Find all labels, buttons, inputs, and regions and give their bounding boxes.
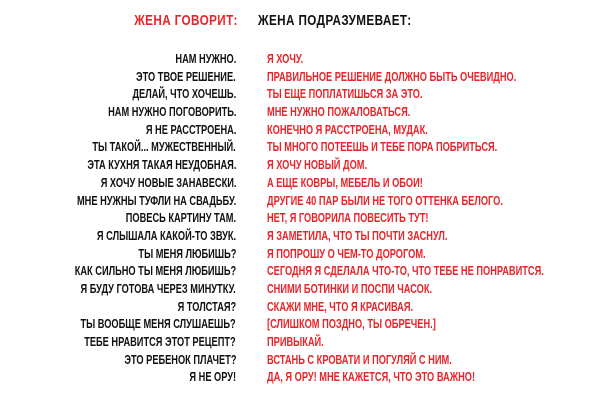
wife-says-text: Я ХОЧУ НОВЫЕ ЗАНАВЕСКИ. bbox=[100, 175, 236, 190]
wife-means-text: СНИМИ БОТИНКИ И ПОСПИ ЧАСОК. bbox=[267, 281, 433, 296]
phrase-row bbox=[0, 139, 604, 157]
wife-says-text: КАК СИЛЬНО ТЫ МЕНЯ ЛЮБИШЬ? bbox=[74, 264, 236, 279]
phrase-row bbox=[0, 210, 604, 228]
wife-means-text: ПРИВЫКАЙ. bbox=[267, 335, 324, 349]
wife-says-text: ТЫ МЕНЯ ЛЮБИШЬ? bbox=[138, 246, 236, 261]
wife-says-text: МНЕ НУЖНЫ ТУФЛИ НА СВАДЬБУ. bbox=[76, 193, 236, 208]
phrase-row bbox=[0, 104, 604, 122]
phrase-row bbox=[0, 175, 604, 193]
wife-means-header: ЖЕНА ПОДРАЗУМЕВАЕТ: bbox=[258, 12, 412, 29]
phrase-row bbox=[0, 246, 604, 264]
wife-means-text: Я ЗАМЕТИЛА, ЧТО ТЫ ПОЧТИ ЗАСНУЛ. bbox=[267, 228, 448, 243]
wife-says-text: Я НЕ РАССТРОЕНА. bbox=[145, 122, 236, 137]
wife-says-text: Я БУДУ ГОТОВА ЧЕРЕЗ МИНУТКУ. bbox=[80, 281, 236, 296]
phrase-row bbox=[0, 157, 604, 175]
wife-means-text: ВСТАНЬ С КРОВАТИ И ПОГУЛЯЙ С НИМ. bbox=[267, 352, 452, 367]
wife-means-text: [СЛИШКОМ ПОЗДНО, ТЫ ОБРЕЧЕН.] bbox=[267, 317, 436, 332]
phrase-row bbox=[0, 334, 604, 352]
wife-means-text: ДРУГИЕ 40 ПАР БЫЛИ НЕ ТОГО ОТТЕНКА БЕЛОГО. bbox=[267, 193, 503, 208]
phrase-row bbox=[0, 228, 604, 246]
wife-means-text: ДА, Я ОРУ! МНЕ КАЖЕТСЯ, ЧТО ЭТО ВАЖНО! bbox=[267, 370, 476, 385]
wife-means-text: НЕТ, Я ГОВОРИЛА ПОВЕСИТЬ ТУТ! bbox=[267, 211, 429, 226]
phrase-row bbox=[0, 69, 604, 87]
wife-means-text: ПРАВИЛЬНОЕ РЕШЕНИЕ ДОЛЖНО БЫТЬ ОЧЕВИДНО. bbox=[267, 69, 517, 84]
wife-says-text: ТЫ ВООБЩЕ МЕНЯ СЛУШАЕШЬ? bbox=[80, 317, 236, 332]
wife-means-text: ТЫ МНОГО ПОТЕЕШЬ И ТЕБЕ ПОРА ПОБРИТЬСЯ. bbox=[267, 140, 498, 155]
phrase-row bbox=[0, 51, 604, 69]
wife-means-text: Я ПОПРОШУ О ЧЕМ-ТО ДОРОГОМ. bbox=[267, 246, 426, 261]
wife-means-text: СЕГОДНЯ Я СДЕЛАЛА ЧТО-ТО, ЧТО ТЕБЕ НЕ ПОНРАВИТСЯ. bbox=[267, 264, 544, 279]
wife-means-text: Я ХОЧУ НОВЫЙ ДОМ. bbox=[267, 158, 368, 173]
wife-says-header: ЖЕНА ГОВОРИТ: bbox=[134, 12, 238, 29]
phrase-row bbox=[0, 263, 604, 281]
wife-says-text: Я ТОЛСТАЯ? bbox=[177, 299, 236, 314]
wife-means-text: СКАЖИ МНЕ, ЧТО Я КРАСИВАЯ. bbox=[267, 299, 414, 314]
wife-means-text: КОНЕЧНО Я РАССТРОЕНА, МУДАК. bbox=[267, 122, 428, 137]
wife-says-text: Я СЛЫШАЛА КАКОЙ-ТО ЗВУК. bbox=[96, 228, 236, 243]
phrase-row bbox=[0, 281, 604, 299]
wife-says-text: ПОВЕСЬ КАРТИНУ ТАМ. bbox=[125, 211, 236, 226]
wife-says-text: НАМ НУЖНО ПОГОВОРИТЬ. bbox=[107, 105, 236, 120]
column-headers bbox=[0, 12, 604, 34]
phrase-list bbox=[0, 51, 604, 387]
phrase-row bbox=[0, 316, 604, 334]
wife-says-text: ТЫ ТАКОЙ... МУЖЕСТВЕННЫЙ. bbox=[92, 140, 236, 155]
wife-means-text: МНЕ НУЖНО ПОЖАЛОВАТЬСЯ. bbox=[267, 105, 411, 120]
wife-says-text: ДЕЛАЙ, ЧТО ХОЧЕШЬ. bbox=[132, 87, 236, 102]
wife-says-text: ЭТО ТВОЕ РЕШЕНИЕ. bbox=[136, 69, 236, 84]
phrase-row bbox=[0, 369, 604, 387]
wife-means-text: А ЕЩЕ КОВРЫ, МЕБЕЛЬ И ОБОИ! bbox=[267, 175, 423, 190]
wife-says-text: НАМ НУЖНО. bbox=[175, 52, 236, 66]
phrase-row bbox=[0, 299, 604, 317]
wife-says-text: ЭТО РЕБЕНОК ПЛАЧЕТ? bbox=[123, 352, 236, 367]
wife-says-text: Я НЕ ОРУ! bbox=[189, 370, 236, 385]
wife-means-text: Я ХОЧУ. bbox=[267, 52, 304, 66]
phrase-row bbox=[0, 122, 604, 140]
phrase-row bbox=[0, 352, 604, 370]
wife-says-text: ЭТА КУХНЯ ТАКАЯ НЕУДОБНАЯ. bbox=[86, 158, 236, 173]
phrase-row bbox=[0, 86, 604, 104]
wife-says-text: ТЕБЕ НРАВИТСЯ ЭТОТ РЕЦЕПТ? bbox=[84, 335, 236, 349]
phrase-row bbox=[0, 193, 604, 211]
wife-means-text: ТЫ ЕЩЕ ПОПЛАТИШЬСЯ ЗА ЭТО. bbox=[267, 87, 423, 102]
